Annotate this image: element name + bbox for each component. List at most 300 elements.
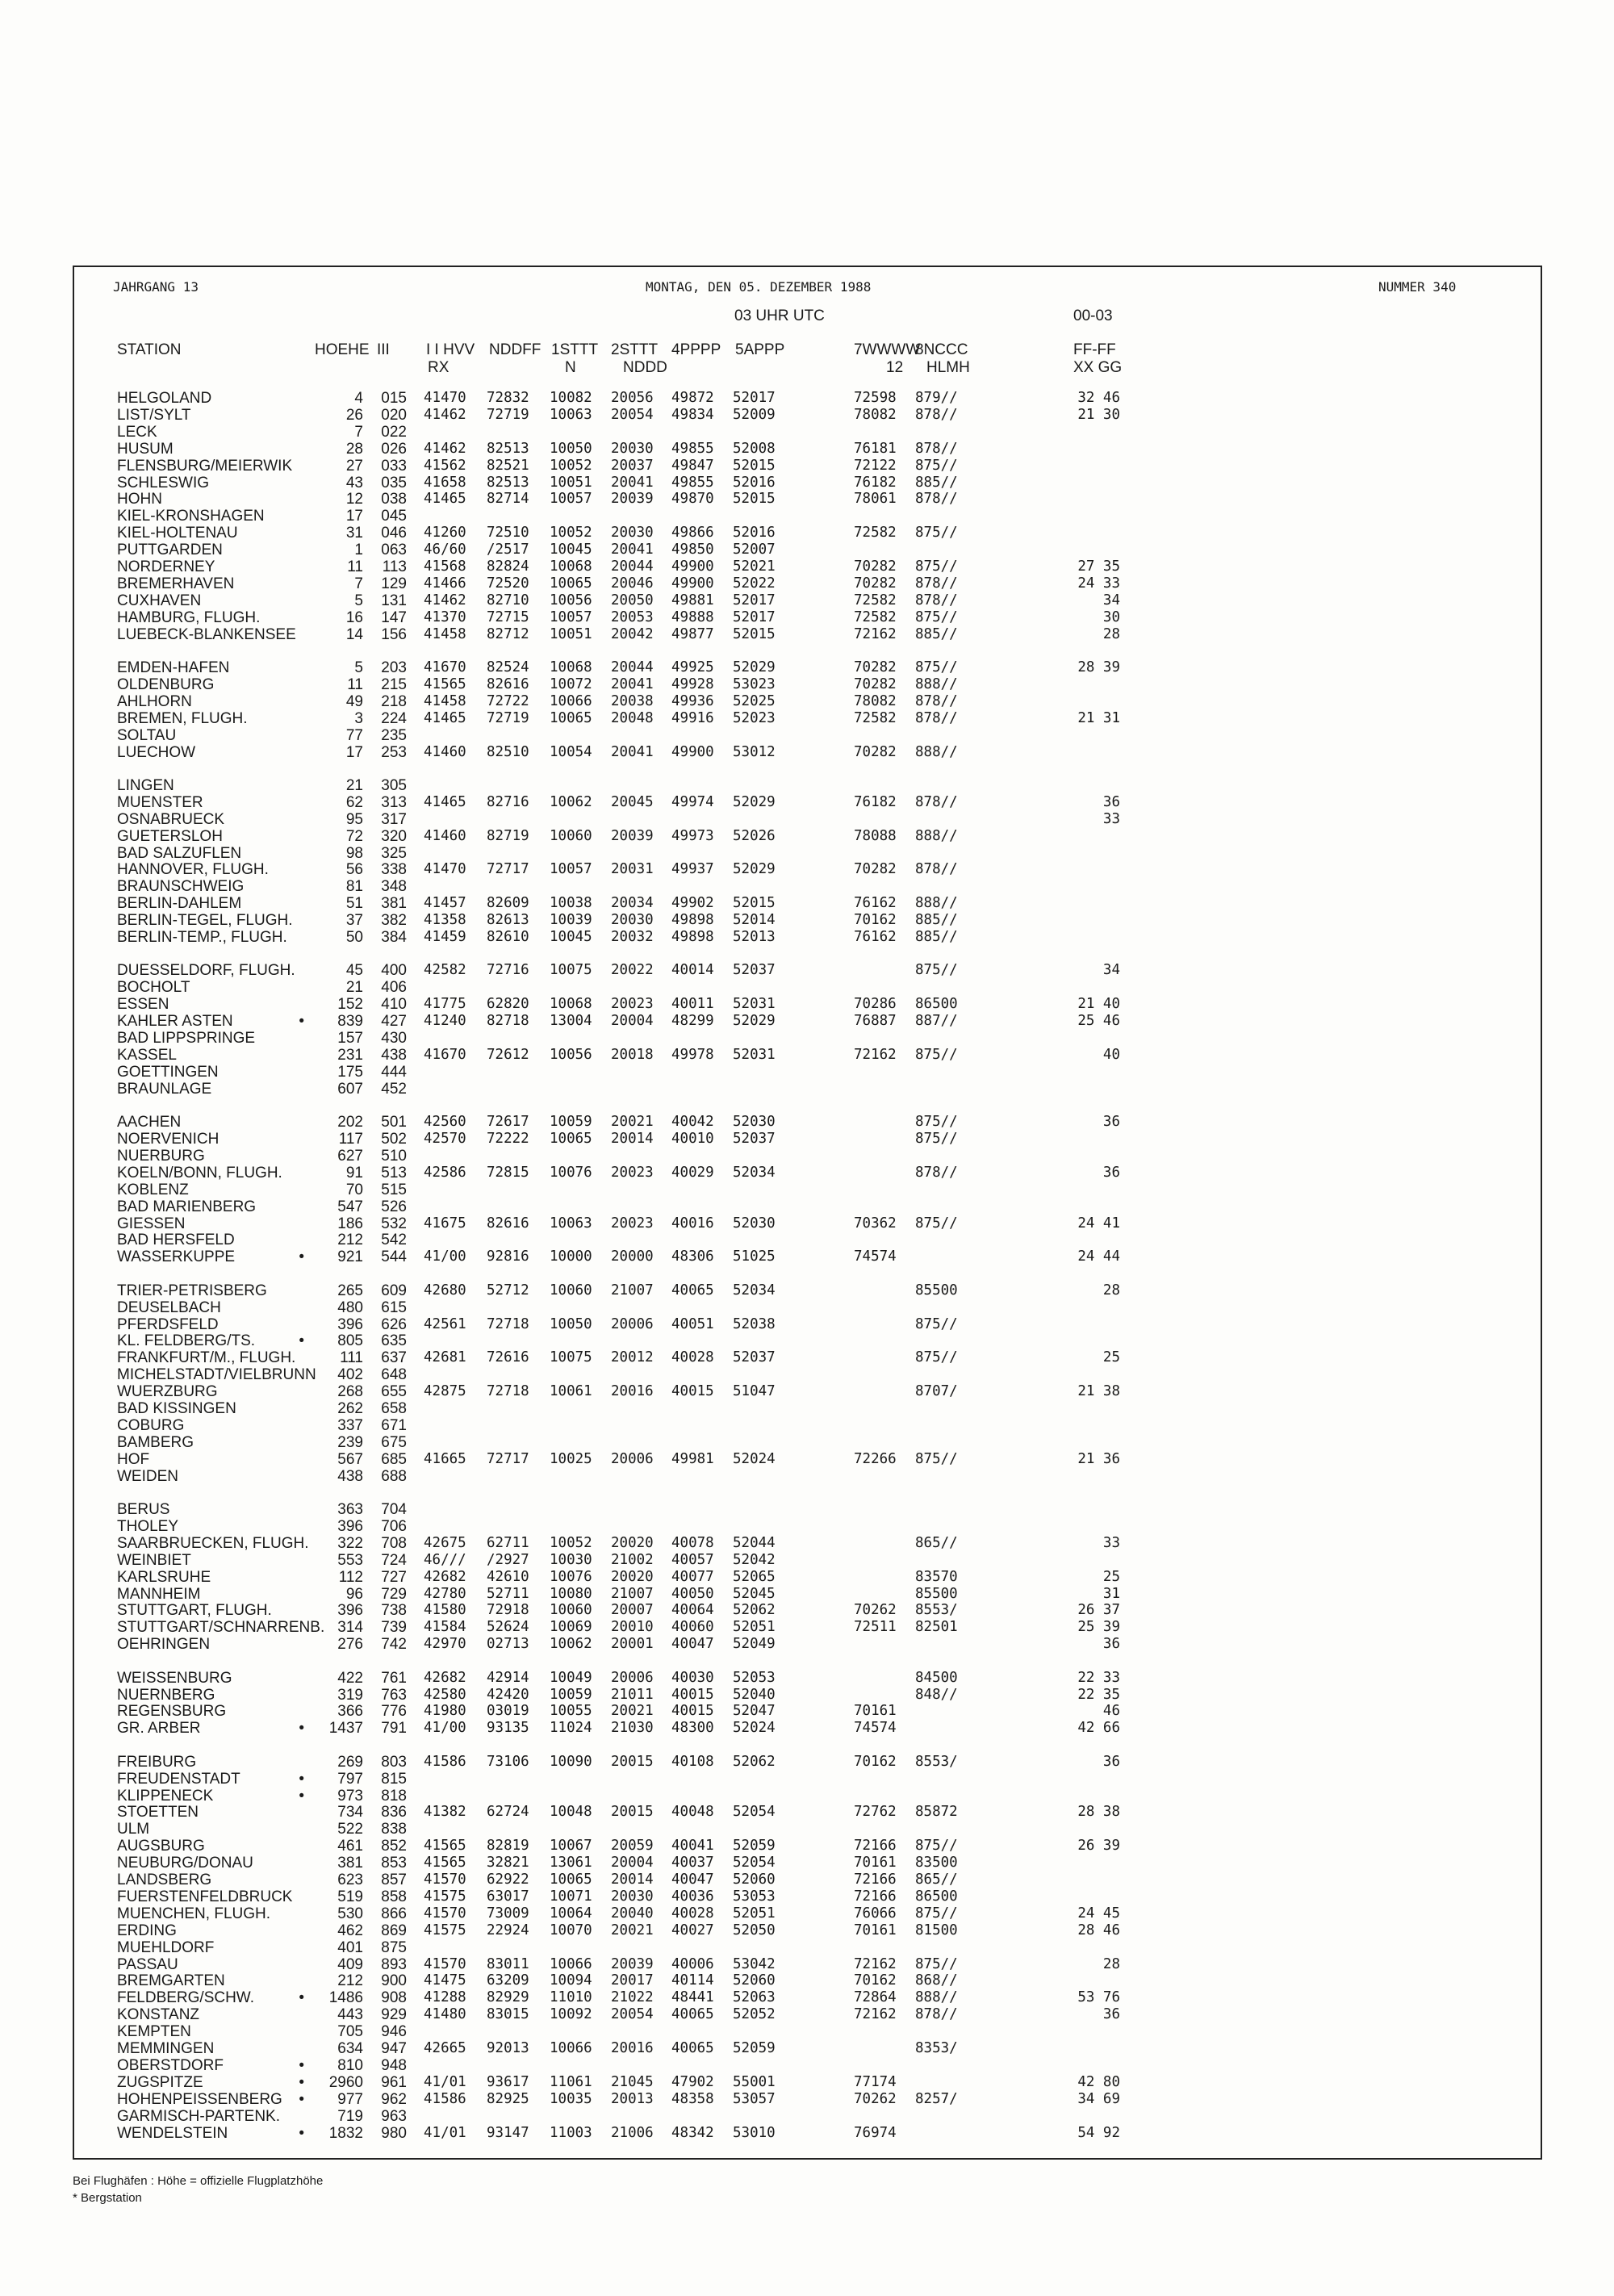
group-ihvv: 41980 (424, 1703, 466, 1720)
elevation: 634 (337, 2040, 363, 2057)
group-nddff: 72918 (487, 1602, 529, 1619)
group-nddff: 62724 (487, 1804, 529, 1821)
group-7wwww: 78061 (854, 491, 897, 508)
footnote-airports: Bei Flughäfen : Höhe = offizielle Flugplatzhöhe (73, 2174, 324, 2188)
group-5appp: 53010 (733, 2124, 776, 2141)
group-ihvv: 42682 (424, 1669, 466, 1686)
group-7wwww: 70162 (854, 1972, 897, 1989)
mountain-marker: • (299, 1332, 304, 1350)
group-1sttt: 10068 (550, 996, 592, 1013)
group-ihvv: 41470 (424, 861, 466, 878)
group-2sttt: 20039 (611, 827, 654, 844)
elevation: 175 (337, 1063, 363, 1081)
group-7wwww: 76181 (854, 440, 897, 457)
table-row (0, 1586, 1533, 1603)
station-index: 532 (381, 1215, 407, 1232)
footnote-mountain: * Bergstation (73, 2191, 142, 2205)
group-5appp: 52038 (733, 1315, 776, 1332)
station-name: GOETTINGEN (117, 1063, 219, 1081)
group-2sttt: 20020 (611, 1534, 654, 1551)
group-ihvv: 41260 (424, 525, 466, 542)
group-7wwww: 72864 (854, 1989, 897, 2006)
station-name: GR. ARBER (117, 1720, 201, 1738)
gust-values: 21 38 (1077, 1383, 1120, 1400)
group-5appp: 52015 (733, 895, 776, 912)
table-row (0, 1349, 1533, 1366)
station-index: 045 (381, 508, 407, 525)
station-index: 706 (381, 1517, 407, 1535)
station-index: 727 (381, 1568, 407, 1586)
station-index: 929 (381, 2006, 407, 2024)
group-4pppp: 40036 (671, 1888, 714, 1905)
group-8nccc: 82501 (915, 1619, 958, 1636)
table-row (0, 626, 1533, 643)
elevation: 231 (337, 1046, 363, 1064)
elevation: 396 (337, 1517, 363, 1535)
station-name: DUESSELDORF, FLUGH. (117, 962, 295, 980)
group-7wwww: 72122 (854, 457, 897, 474)
group-2sttt: 20059 (611, 1838, 654, 1855)
station-name: MUEHLDORF (117, 1938, 215, 1956)
group-8nccc: 888// (915, 895, 958, 912)
gust-values: 33 (1102, 810, 1120, 827)
group-1sttt: 10056 (550, 592, 592, 609)
group-1sttt: 10051 (550, 474, 592, 491)
gust-values: 33 (1102, 1534, 1120, 1551)
group-nddff: 72715 (487, 609, 529, 625)
group-ihvv: 42586 (424, 1164, 466, 1181)
group-8nccc: 879// (915, 390, 958, 406)
group-5appp: 52029 (733, 861, 776, 878)
station-index: 544 (381, 1248, 407, 1266)
group-ihvv: 41462 (424, 592, 466, 609)
gust-values: 32 46 (1077, 390, 1120, 406)
station-name: REGENSBURG (117, 1703, 227, 1721)
table-row (0, 558, 1533, 575)
group-5appp: 52008 (733, 440, 776, 457)
station-index: 430 (381, 1030, 407, 1047)
group-8nccc: 848// (915, 1686, 958, 1703)
group-5appp: 52053 (733, 1669, 776, 1686)
station-index: 738 (381, 1602, 407, 1620)
group-ihvv: 42780 (424, 1585, 466, 1602)
group-8nccc: 878// (915, 692, 958, 709)
group-8nccc: 81500 (915, 1922, 958, 1938)
group-8nccc: 875// (915, 1315, 958, 1332)
station-index: 704 (381, 1501, 407, 1518)
group-4pppp: 40010 (671, 1131, 714, 1147)
group-7wwww: 70282 (854, 575, 897, 592)
group-nddff: 82824 (487, 558, 529, 575)
station-index: 203 (381, 659, 407, 676)
gust-values: 42 80 (1077, 2073, 1120, 2090)
group-4pppp: 40065 (671, 1282, 714, 1299)
station-name: NEUBURG/DONAU (117, 1855, 253, 1872)
station-name: MUENSTER (117, 793, 203, 811)
range-label: 00-03 (1073, 307, 1113, 324)
group-7wwww: 72162 (854, 625, 897, 642)
group-ihvv: 41358 (424, 912, 466, 929)
group-nddff: 72222 (487, 1131, 529, 1147)
group-2sttt: 21007 (611, 1282, 654, 1299)
gust-values: 34 (1102, 592, 1120, 609)
elevation: 11 (347, 558, 363, 575)
station-name: KAHLER ASTEN (117, 1013, 233, 1031)
group-ihvv: 41457 (424, 895, 466, 912)
group-2sttt: 20017 (611, 1972, 654, 1989)
group-ihvv: 41465 (424, 491, 466, 508)
col-hlmh: HLMH (926, 359, 970, 376)
station-index: 675 (381, 1433, 407, 1451)
group-nddff: 82710 (487, 592, 529, 609)
group-5appp: 52054 (733, 1855, 776, 1872)
group-5appp: 52025 (733, 692, 776, 709)
table-row (0, 1198, 1533, 1215)
group-ihvv: 41565 (424, 1855, 466, 1872)
group-4pppp: 40006 (671, 1955, 714, 1972)
table-row (0, 1905, 1533, 1922)
group-ihvv: 41458 (424, 625, 466, 642)
table-row (0, 2057, 1533, 2074)
table-row (0, 1703, 1533, 1720)
group-2sttt: 20041 (611, 542, 654, 558)
group-4pppp: 48441 (671, 1989, 714, 2006)
group-2sttt: 21022 (611, 1989, 654, 2006)
elevation: 443 (337, 2006, 363, 2024)
elevation: 239 (337, 1433, 363, 1451)
mountain-marker: • (299, 1720, 304, 1738)
station-index: 038 (381, 491, 407, 508)
group-5appp: 52051 (733, 1619, 776, 1636)
group-1sttt: 10055 (550, 1703, 592, 1720)
group-nddff: 82925 (487, 2090, 529, 2107)
station-index: 893 (381, 1955, 407, 1973)
group-8nccc: 86500 (915, 996, 958, 1013)
table-row (0, 1468, 1533, 1485)
group-7wwww: 72582 (854, 525, 897, 542)
elevation: 95 (345, 810, 363, 828)
station-name: HUSUM (117, 440, 174, 458)
group-ihvv: 46/60 (424, 542, 466, 558)
elevation: 607 (337, 1080, 363, 1098)
elevation: 157 (337, 1030, 363, 1047)
group-1sttt: 10035 (550, 2090, 592, 2107)
station-index: 655 (381, 1383, 407, 1401)
elevation: 21 (345, 776, 363, 794)
group-8nccc: 878// (915, 709, 958, 726)
elevation: 402 (337, 1366, 363, 1384)
gust-values: 24 33 (1077, 575, 1120, 592)
station-index: 348 (381, 878, 407, 896)
group-1sttt: 10039 (550, 912, 592, 929)
group-ihvv: 41575 (424, 1922, 466, 1938)
group-7wwww: 72166 (854, 1872, 897, 1888)
group-4pppp: 49978 (671, 1046, 714, 1063)
group-ihvv: 41/00 (424, 1248, 466, 1265)
group-2sttt: 20038 (611, 692, 654, 709)
group-7wwww: 77174 (854, 2073, 897, 2090)
group-nddff: 32821 (487, 1855, 529, 1872)
group-4pppp: 49881 (671, 592, 714, 609)
station-index: 452 (381, 1080, 407, 1098)
group-2sttt: 20034 (611, 895, 654, 912)
station-index: 020 (381, 406, 407, 424)
station-index: 729 (381, 1585, 407, 1603)
group-8nccc: 878// (915, 2006, 958, 2023)
group-nddff: 82716 (487, 793, 529, 810)
elevation: 705 (337, 2023, 363, 2041)
station-name: HAMBURG, FLUGH. (117, 609, 261, 626)
table-row (0, 1552, 1533, 1569)
group-nddff: 72617 (487, 1114, 529, 1131)
station-name: FELDBERG/SCHW. (117, 1989, 254, 2007)
group-4pppp: 49928 (671, 675, 714, 692)
table-row (0, 1670, 1533, 1687)
table-row (0, 1501, 1533, 1518)
group-ihvv: 41460 (424, 743, 466, 760)
group-2sttt: 20041 (611, 675, 654, 692)
group-7wwww: 76974 (854, 2124, 897, 2141)
group-5appp: 52009 (733, 406, 776, 423)
group-2sttt: 21011 (611, 1686, 654, 1703)
station-index: 438 (381, 1046, 407, 1064)
group-4pppp: 49866 (671, 525, 714, 542)
group-5appp: 52030 (733, 1215, 776, 1232)
gust-values: 42 66 (1077, 1720, 1120, 1737)
issue-number: NUMMER 340 (1378, 279, 1457, 295)
group-1sttt: 10066 (550, 692, 592, 709)
elevation: 547 (337, 1198, 363, 1215)
col-5appp: 5APPP (735, 341, 785, 358)
group-1sttt: 11024 (550, 1720, 592, 1737)
group-ihvv: 41/01 (424, 2073, 466, 2090)
group-1sttt: 10057 (550, 609, 592, 625)
group-2sttt: 21006 (611, 2124, 654, 2141)
group-5appp: 52016 (733, 474, 776, 491)
group-5appp: 52017 (733, 390, 776, 406)
group-nddff: 82718 (487, 1013, 529, 1030)
elevation: 719 (337, 2107, 363, 2125)
group-2sttt: 20023 (611, 1215, 654, 1232)
group-2sttt: 20023 (611, 1164, 654, 1181)
station-name: FUERSTENFELDBRUCK (117, 1888, 293, 1905)
gust-values: 26 37 (1077, 1602, 1120, 1619)
station-index: 410 (381, 996, 407, 1014)
elevation: 5 (354, 659, 363, 676)
station-index: 761 (381, 1669, 407, 1687)
gust-values: 40 (1102, 1046, 1120, 1063)
group-8nccc: 8257/ (915, 2090, 958, 2107)
group-nddff: 22924 (487, 1922, 529, 1938)
station-index: 510 (381, 1147, 407, 1165)
group-nddff: 82719 (487, 827, 529, 844)
group-7wwww: 78082 (854, 692, 897, 709)
mountain-marker: • (299, 2090, 304, 2108)
table-row (0, 1248, 1533, 1265)
table-row (0, 491, 1533, 508)
group-5appp: 53023 (733, 675, 776, 692)
group-2sttt: 20021 (611, 1114, 654, 1131)
group-ihvv: 41370 (424, 609, 466, 625)
group-4pppp: 49936 (671, 692, 714, 709)
station-name: HOHN (117, 491, 162, 508)
group-nddff: 42420 (487, 1686, 529, 1703)
group-5appp: 52015 (733, 457, 776, 474)
group-7wwww: 72582 (854, 709, 897, 726)
gust-values: 46 (1102, 1703, 1120, 1720)
group-5appp: 52063 (733, 1989, 776, 2006)
group-1sttt: 10065 (550, 1872, 592, 1888)
station-index: 946 (381, 2023, 407, 2041)
group-8nccc: 878// (915, 440, 958, 457)
station-name: AUGSBURG (117, 1838, 205, 1855)
elevation: 567 (337, 1450, 363, 1468)
elevation: 977 (337, 2090, 363, 2108)
elevation: 91 (345, 1164, 363, 1181)
elevation: 1437 (328, 1720, 363, 1738)
group-7wwww: 72162 (854, 2006, 897, 2023)
group-ihvv: 42970 (424, 1636, 466, 1653)
group-5appp: 53012 (733, 743, 776, 760)
group-nddff: 82819 (487, 1838, 529, 1855)
group-ihvv: 46/// (424, 1551, 466, 1568)
station-name: WENDELSTEIN (117, 2124, 228, 2142)
station-index: 381 (381, 895, 407, 913)
station-index: 853 (381, 1855, 407, 1872)
group-1sttt: 10082 (550, 390, 592, 406)
group-8nccc: 885// (915, 929, 958, 945)
group-7wwww: 72598 (854, 390, 897, 406)
group-7wwww: 72582 (854, 609, 897, 625)
col-8nccc: 8NCCC (915, 341, 968, 358)
station-index: 908 (381, 1989, 407, 2007)
station-name: NORDERNEY (117, 558, 215, 575)
elevation: 973 (337, 1787, 363, 1805)
station-name: BAD LIPPSPRINGE (117, 1030, 256, 1047)
table-row (0, 1771, 1533, 1788)
group-8nccc: 85500 (915, 1585, 958, 1602)
group-nddff: 82513 (487, 474, 529, 491)
station-name: KARLSRUHE (117, 1568, 211, 1586)
group-5appp: 52050 (733, 1922, 776, 1938)
station-name: BOCHOLT (117, 979, 190, 997)
group-nddff: 63017 (487, 1888, 529, 1905)
gust-values: 27 35 (1077, 558, 1120, 575)
group-8nccc: 875// (915, 1349, 958, 1366)
station-name: STUTTGART/SCHNARRENB. (117, 1619, 325, 1637)
group-2sttt: 20010 (611, 1619, 654, 1636)
group-1sttt: 10052 (550, 525, 592, 542)
group-8nccc: 85500 (915, 1282, 958, 1299)
group-5appp: 52045 (733, 1585, 776, 1602)
elevation: 43 (345, 474, 363, 491)
group-8nccc: 885// (915, 625, 958, 642)
group-1sttt: 10065 (550, 575, 592, 592)
group-4pppp: 49973 (671, 827, 714, 844)
group-nddff: 72719 (487, 406, 529, 423)
group-8nccc: 878// (915, 491, 958, 508)
group-5appp: 52029 (733, 793, 776, 810)
group-ihvv: 41565 (424, 675, 466, 692)
station-index: 526 (381, 1198, 407, 1215)
group-2sttt: 20039 (611, 491, 654, 508)
group-nddff: 72612 (487, 1046, 529, 1063)
group-nddff: 82929 (487, 1989, 529, 2006)
gust-values: 36 (1102, 1164, 1120, 1181)
table-row (0, 744, 1533, 761)
group-4pppp: 40050 (671, 1585, 714, 1602)
group-2sttt: 20041 (611, 743, 654, 760)
table-row (0, 929, 1533, 946)
col-station: STATION (117, 341, 182, 358)
station-index: 406 (381, 979, 407, 997)
group-4pppp: 49834 (671, 406, 714, 423)
elevation: 337 (337, 1416, 363, 1434)
mountain-marker: • (299, 1787, 304, 1805)
station-name: AACHEN (117, 1114, 182, 1131)
station-index: 609 (381, 1282, 407, 1299)
group-2sttt: 20014 (611, 1131, 654, 1147)
group-7wwww: 72162 (854, 1955, 897, 1972)
station-name: BAD HERSFELD (117, 1232, 235, 1249)
table-row (0, 1232, 1533, 1248)
group-ihvv: 41470 (424, 390, 466, 406)
station-name: LECK (117, 423, 157, 441)
group-4pppp: 40029 (671, 1164, 714, 1181)
group-7wwww: 70282 (854, 675, 897, 692)
group-ihvv: 41480 (424, 2006, 466, 2023)
group-ihvv: 41675 (424, 1215, 466, 1232)
station-name: ERDING (117, 1922, 177, 1939)
group-ihvv: 41584 (424, 1619, 466, 1636)
station-index: 961 (381, 2073, 407, 2091)
gust-values: 30 (1102, 609, 1120, 625)
group-5appp: 52024 (733, 1450, 776, 1467)
group-8nccc: 888// (915, 827, 958, 844)
utc-label: 03 UHR UTC (734, 307, 825, 324)
group-ihvv: 41460 (424, 827, 466, 844)
elevation: 98 (345, 844, 363, 862)
elevation: 72 (345, 827, 363, 845)
elevation: 49 (345, 692, 363, 710)
station-name: NUERNBERG (117, 1686, 215, 1704)
station-name: MICHELSTADT/VIELBRUNN (117, 1366, 316, 1384)
table-row (0, 2040, 1533, 2057)
group-2sttt: 20044 (611, 558, 654, 575)
elevation: 81 (345, 878, 363, 896)
group-nddff: 62820 (487, 996, 529, 1013)
group-5appp: 52037 (733, 962, 776, 979)
group-5appp: 55001 (733, 2073, 776, 2090)
group-4pppp: 49847 (671, 457, 714, 474)
group-4pppp: 49850 (671, 542, 714, 558)
elevation: 797 (337, 1770, 363, 1788)
group-4pppp: 40047 (671, 1636, 714, 1653)
group-nddff: 82714 (487, 491, 529, 508)
group-nddff: 82712 (487, 625, 529, 642)
group-8nccc: 8707/ (915, 1383, 958, 1400)
station-name: WEIDEN (117, 1467, 178, 1485)
group-nddff: 72616 (487, 1349, 529, 1366)
group-1sttt: 10076 (550, 1568, 592, 1585)
table-row (0, 458, 1533, 475)
group-7wwww: 76162 (854, 929, 897, 945)
gust-values: 28 46 (1077, 1922, 1120, 1938)
station-index: 015 (381, 390, 407, 407)
group-1sttt: 11010 (550, 1989, 592, 2006)
group-nddff: 82513 (487, 440, 529, 457)
table-row (0, 2091, 1533, 2108)
